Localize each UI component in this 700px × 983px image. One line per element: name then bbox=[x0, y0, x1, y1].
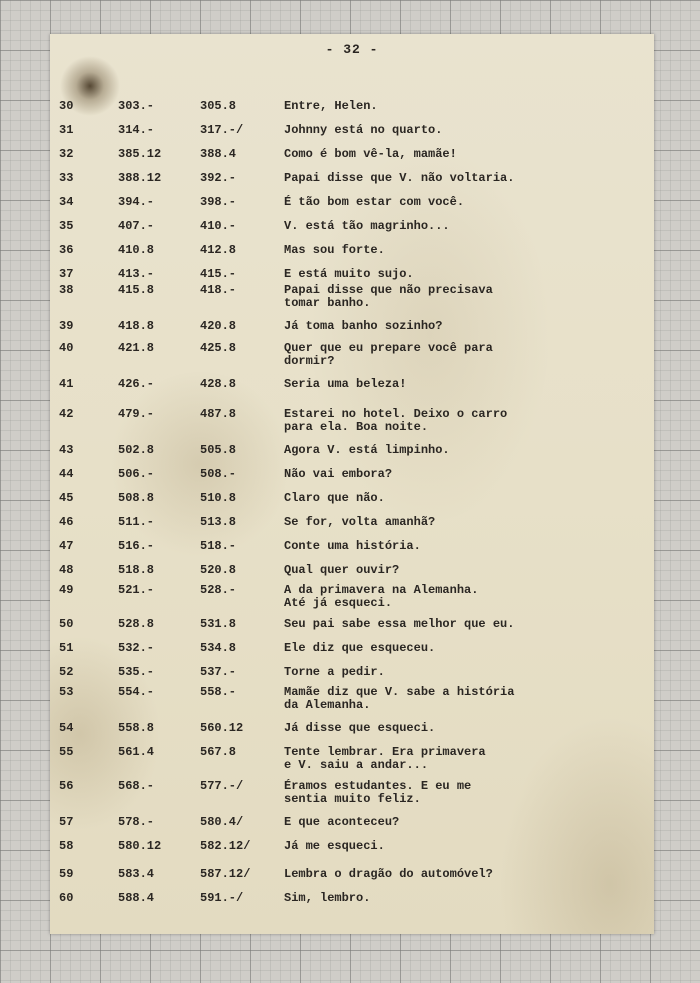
time-out: 510.8 bbox=[200, 491, 237, 505]
time-in: 583.4 bbox=[118, 867, 155, 881]
time-out: 410.- bbox=[200, 219, 237, 233]
subtitle-number: 41 bbox=[59, 377, 74, 391]
subtitle-text: Como é bom vê-la, mamãe! bbox=[284, 147, 457, 161]
subtitle-number: 31 bbox=[59, 123, 74, 137]
time-in: 314.- bbox=[118, 123, 155, 137]
time-in: 385.12 bbox=[118, 147, 162, 161]
time-in: 511.- bbox=[118, 515, 155, 529]
subtitle-text: Já me esqueci. bbox=[284, 839, 385, 853]
time-in: 578.- bbox=[118, 815, 155, 829]
subtitle-number: 55 bbox=[59, 745, 74, 759]
subtitle-number: 33 bbox=[59, 171, 74, 185]
time-in: 303.- bbox=[118, 99, 155, 113]
subtitle-number: 51 bbox=[59, 641, 74, 655]
time-out: 580.4/ bbox=[200, 815, 244, 829]
time-in: 561.4 bbox=[118, 745, 155, 759]
time-out: 528.- bbox=[200, 583, 237, 597]
time-out: 505.8 bbox=[200, 443, 237, 457]
subtitle-text: Agora V. está limpinho. bbox=[284, 443, 450, 457]
time-out: 388.4 bbox=[200, 147, 237, 161]
subtitle-number: 60 bbox=[59, 891, 74, 905]
subtitle-number: 47 bbox=[59, 539, 74, 553]
time-out: 558.- bbox=[200, 685, 237, 699]
time-out: 582.12/ bbox=[200, 839, 251, 853]
time-in: 506.- bbox=[118, 467, 155, 481]
time-out: 412.8 bbox=[200, 243, 237, 257]
subtitle-text: Mamãe diz que V. sabe a história da Alemanha. bbox=[284, 685, 515, 712]
time-in: 415.8 bbox=[118, 283, 155, 297]
time-in: 521.- bbox=[118, 583, 155, 597]
subtitle-number: 52 bbox=[59, 665, 74, 679]
subtitle-text: Já toma banho sozinho? bbox=[284, 319, 443, 333]
time-in: 394.- bbox=[118, 195, 155, 209]
subtitle-number: 45 bbox=[59, 491, 74, 505]
time-in: 528.8 bbox=[118, 617, 155, 631]
subtitle-text: A da primavera na Alemanha. Até já esqueci. bbox=[284, 583, 479, 610]
subtitle-text: Entre, Helen. bbox=[284, 99, 378, 113]
subtitle-number: 56 bbox=[59, 779, 74, 793]
time-in: 568.- bbox=[118, 779, 155, 793]
subtitle-number: 30 bbox=[59, 99, 74, 113]
subtitle-text: E que aconteceu? bbox=[284, 815, 400, 829]
time-out: 587.12/ bbox=[200, 867, 251, 881]
time-out: 425.8 bbox=[200, 341, 237, 355]
subtitle-text: Estarei no hotel. Deixo o carro para ela. Boa noite. bbox=[284, 407, 508, 434]
time-in: 426.- bbox=[118, 377, 155, 391]
subtitle-number: 37 bbox=[59, 267, 74, 281]
typewritten-page bbox=[50, 34, 654, 934]
subtitle-number: 36 bbox=[59, 243, 74, 257]
time-out: 428.8 bbox=[200, 377, 237, 391]
time-in: 388.12 bbox=[118, 171, 162, 185]
subtitle-text: Papai disse que não precisava tomar banho. bbox=[284, 283, 493, 310]
subtitle-text: Qual quer ouvir? bbox=[284, 563, 400, 577]
time-out: 520.8 bbox=[200, 563, 237, 577]
time-out: 487.8 bbox=[200, 407, 237, 421]
subtitle-text: Tente lembrar. Era primavera e V. saiu a andar... bbox=[284, 745, 486, 772]
subtitle-number: 44 bbox=[59, 467, 74, 481]
time-out: 508.- bbox=[200, 467, 237, 481]
subtitle-text: E está muito sujo. bbox=[284, 267, 414, 281]
time-out: 531.8 bbox=[200, 617, 237, 631]
subtitle-text: Seu pai sabe essa melhor que eu. bbox=[284, 617, 515, 631]
time-out: 560.12 bbox=[200, 721, 244, 735]
subtitle-text: É tão bom estar com você. bbox=[284, 195, 465, 209]
subtitle-number: 46 bbox=[59, 515, 74, 529]
subtitle-number: 57 bbox=[59, 815, 74, 829]
time-out: 317.-/ bbox=[200, 123, 244, 137]
subtitle-text: V. está tão magrinho... bbox=[284, 219, 450, 233]
time-in: 580.12 bbox=[118, 839, 162, 853]
time-out: 591.-/ bbox=[200, 891, 244, 905]
subtitle-number: 35 bbox=[59, 219, 74, 233]
time-in: 502.8 bbox=[118, 443, 155, 457]
time-in: 535.- bbox=[118, 665, 155, 679]
subtitle-text: Papai disse que V. não voltaria. bbox=[284, 171, 515, 185]
subtitle-text: Seria uma beleza! bbox=[284, 377, 407, 391]
subtitle-number: 32 bbox=[59, 147, 74, 161]
time-in: 588.4 bbox=[118, 891, 155, 905]
time-in: 410.8 bbox=[118, 243, 155, 257]
time-out: 398.- bbox=[200, 195, 237, 209]
subtitle-number: 34 bbox=[59, 195, 74, 209]
time-out: 305.8 bbox=[200, 99, 237, 113]
subtitle-number: 50 bbox=[59, 617, 74, 631]
subtitle-text: Já disse que esqueci. bbox=[284, 721, 436, 735]
subtitle-text: Torne a pedir. bbox=[284, 665, 385, 679]
time-out: 415.- bbox=[200, 267, 237, 281]
time-out: 518.- bbox=[200, 539, 237, 553]
subtitle-text: Johnny está no quarto. bbox=[284, 123, 443, 137]
time-out: 577.-/ bbox=[200, 779, 244, 793]
subtitle-number: 54 bbox=[59, 721, 74, 735]
time-out: 567.8 bbox=[200, 745, 237, 759]
time-in: 518.8 bbox=[118, 563, 155, 577]
page-number: - 32 - bbox=[325, 42, 379, 57]
subtitle-number: 59 bbox=[59, 867, 74, 881]
time-in: 418.8 bbox=[118, 319, 155, 333]
subtitle-number: 42 bbox=[59, 407, 74, 421]
time-in: 558.8 bbox=[118, 721, 155, 735]
subtitle-text: Éramos estudantes. E eu me sentia muito feliz. bbox=[284, 779, 472, 806]
time-in: 508.8 bbox=[118, 491, 155, 505]
time-in: 516.- bbox=[118, 539, 155, 553]
time-out: 392.- bbox=[200, 171, 237, 185]
subtitle-number: 53 bbox=[59, 685, 74, 699]
time-in: 421.8 bbox=[118, 341, 155, 355]
subtitle-text: Conte uma história. bbox=[284, 539, 421, 553]
subtitle-text: Quer que eu prepare você para dormir? bbox=[284, 341, 493, 368]
subtitle-text: Claro que não. bbox=[284, 491, 385, 505]
subtitle-number: 40 bbox=[59, 341, 74, 355]
subtitle-number: 58 bbox=[59, 839, 74, 853]
subtitle-number: 49 bbox=[59, 583, 74, 597]
subtitle-text: Ele diz que esqueceu. bbox=[284, 641, 436, 655]
subtitle-text: Lembra o dragão do automóvel? bbox=[284, 867, 493, 881]
subtitle-number: 38 bbox=[59, 283, 74, 297]
subtitle-text: Mas sou forte. bbox=[284, 243, 385, 257]
time-out: 420.8 bbox=[200, 319, 237, 333]
time-in: 407.- bbox=[118, 219, 155, 233]
subtitle-text: Não vai embora? bbox=[284, 467, 393, 481]
time-out: 418.- bbox=[200, 283, 237, 297]
subtitle-text: Se for, volta amanhã? bbox=[284, 515, 436, 529]
time-out: 537.- bbox=[200, 665, 237, 679]
time-in: 554.- bbox=[118, 685, 155, 699]
time-out: 513.8 bbox=[200, 515, 237, 529]
subtitle-number: 39 bbox=[59, 319, 74, 333]
subtitle-text: Sim, lembro. bbox=[284, 891, 371, 905]
time-in: 479.- bbox=[118, 407, 155, 421]
time-in: 413.- bbox=[118, 267, 155, 281]
time-out: 534.8 bbox=[200, 641, 237, 655]
time-in: 532.- bbox=[118, 641, 155, 655]
subtitle-number: 43 bbox=[59, 443, 74, 457]
subtitle-number: 48 bbox=[59, 563, 74, 577]
